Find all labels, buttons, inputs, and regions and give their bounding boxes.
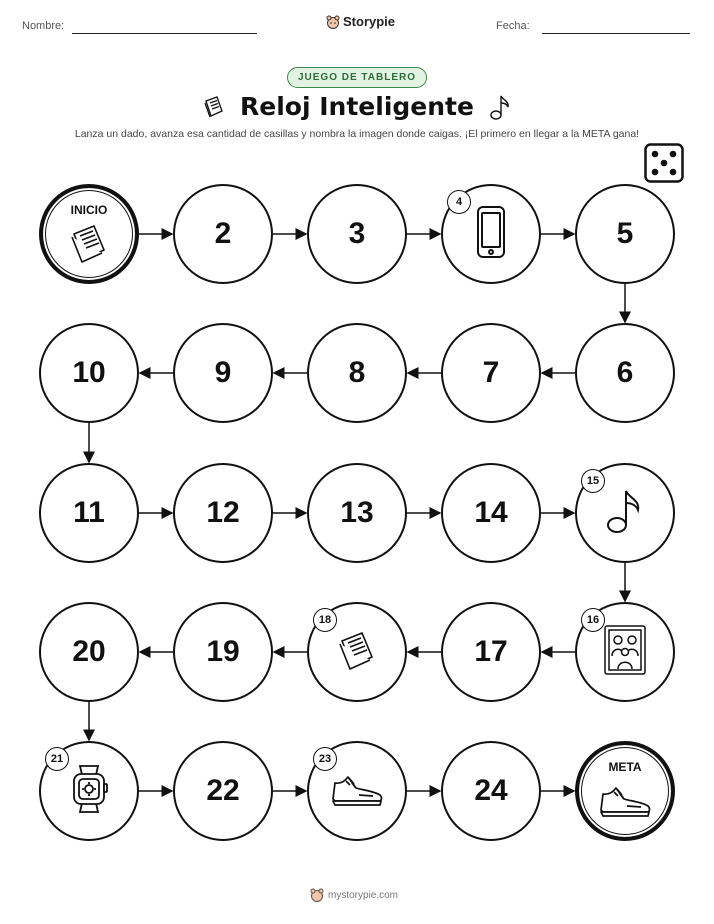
- cell-number: 3: [348, 217, 366, 250]
- cell-number: 20: [72, 635, 106, 668]
- board-cell-13: [307, 463, 407, 563]
- cell-number: 12: [206, 496, 240, 529]
- cell-number-tag: 21: [45, 747, 69, 771]
- board-cell-17: [441, 602, 541, 702]
- cell-number: 7: [482, 356, 500, 389]
- cell-number: 10: [72, 356, 106, 389]
- book-icon: [334, 627, 380, 678]
- board-cell-22: [173, 741, 273, 841]
- storypie-mascot-icon: [310, 888, 324, 902]
- cell-number: 6: [616, 356, 634, 389]
- board-cell-24: [441, 741, 541, 841]
- cell-number: 17: [474, 635, 508, 668]
- smartphone-icon: [471, 204, 511, 265]
- board-cell-20: [39, 602, 139, 702]
- board-cell-19: [173, 602, 273, 702]
- cell-number-tag: 18: [313, 608, 337, 632]
- name-label: Nombre:: [22, 20, 65, 32]
- board-cell-6: [575, 323, 675, 423]
- board-cell-16: [575, 602, 675, 702]
- page-title: Reloj Inteligente: [240, 92, 474, 121]
- sneaker-icon: [597, 780, 653, 825]
- board-cell-9: [173, 323, 273, 423]
- cell-number: 9: [214, 356, 232, 389]
- start-cell: [39, 184, 139, 284]
- board-cell-18: [307, 602, 407, 702]
- game-type-badge: JUEGO DE TABLERO: [287, 67, 427, 88]
- board-cell-8: [307, 323, 407, 423]
- start-label: INICIO: [70, 203, 108, 217]
- cell-number: 11: [73, 496, 105, 529]
- board-cell-7: [441, 323, 541, 423]
- cell-number: 14: [474, 496, 508, 529]
- date-label: Fecha:: [496, 20, 530, 32]
- board-cell-12: [173, 463, 273, 563]
- footer: [310, 888, 398, 902]
- board-cell-23: [307, 741, 407, 841]
- smartwatch-icon: [66, 762, 112, 821]
- footer-url[interactable]: mystorypie.com: [328, 889, 399, 901]
- cell-number: 2: [214, 217, 232, 250]
- cell-number: 5: [616, 217, 634, 250]
- board-cell-11: [39, 463, 139, 563]
- board-cell-10: [39, 323, 139, 423]
- board-cell-2: [173, 184, 273, 284]
- cell-number: 22: [206, 774, 240, 807]
- cell-number: 13: [340, 496, 374, 529]
- instructions: Lanza un dado, avanza esa cantidad de casillas y nombra la imagen donde caigas. ¡El primero en llegar a la META gana!: [74, 128, 640, 140]
- cell-number-tag: 23: [313, 747, 337, 771]
- board-cell-14: [441, 463, 541, 563]
- finish-cell: [575, 741, 675, 841]
- cell-number-tag: 15: [581, 469, 605, 493]
- cell-number: 8: [348, 356, 366, 389]
- board-cell-15: [575, 463, 675, 563]
- sneaker-icon: [329, 769, 385, 814]
- cell-number-tag: 16: [581, 608, 605, 632]
- cell-number: 19: [206, 635, 240, 668]
- family-photo-icon: [603, 624, 647, 681]
- book-icon: [66, 220, 112, 271]
- board-cell-3: [307, 184, 407, 284]
- board-cell-21: [39, 741, 139, 841]
- board-cell-4: [441, 184, 541, 284]
- finish-label: META: [608, 760, 642, 774]
- cell-number-tag: 4: [447, 190, 471, 214]
- music-note-icon: [604, 486, 646, 541]
- brand-name: Storypie: [343, 14, 396, 29]
- cell-number: 24: [474, 774, 508, 807]
- board-cell-5: [575, 184, 675, 284]
